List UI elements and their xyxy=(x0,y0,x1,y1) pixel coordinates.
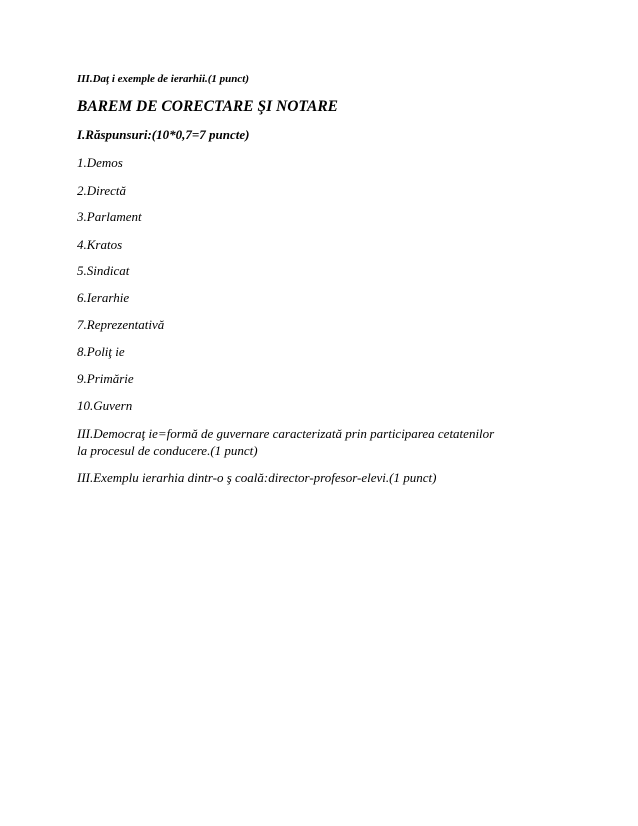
answer-item: 4.Kratos xyxy=(77,237,123,252)
answer-item: 2.Directă xyxy=(77,183,126,198)
hierarchy-example: III.Exemplu ierarhia dintr-o ş coală:director-profesor-elevi.(1 punct) xyxy=(77,470,437,485)
answers-title: I.Răspunsuri:(10*0,7=7 puncte) xyxy=(77,127,250,142)
document-heading: BAREM DE CORECTARE ŞI NOTARE xyxy=(77,98,339,115)
answer-item: 9.Primărie xyxy=(77,371,134,386)
question-line: III.Daţ i exemple de ierarhii.(1 punct) xyxy=(77,73,250,85)
answer-item: 1.Demos xyxy=(77,155,123,170)
answer-item: 6.Ierarhie xyxy=(77,290,130,305)
answer-item: 8.Poliţ ie xyxy=(77,344,125,359)
answer-item: 7.Reprezentativă xyxy=(77,317,165,332)
answer-item: 3.Parlament xyxy=(77,209,142,224)
democracy-definition-line1: III.Democraţ ie=formă de guvernare caracterizată prin participarea cetatenilor xyxy=(77,426,495,441)
answer-item: 10.Guvern xyxy=(77,398,133,413)
democracy-definition-line2: la procesul de conducere.(1 punct) xyxy=(77,443,258,458)
answer-item: 5.Sindicat xyxy=(77,263,130,278)
